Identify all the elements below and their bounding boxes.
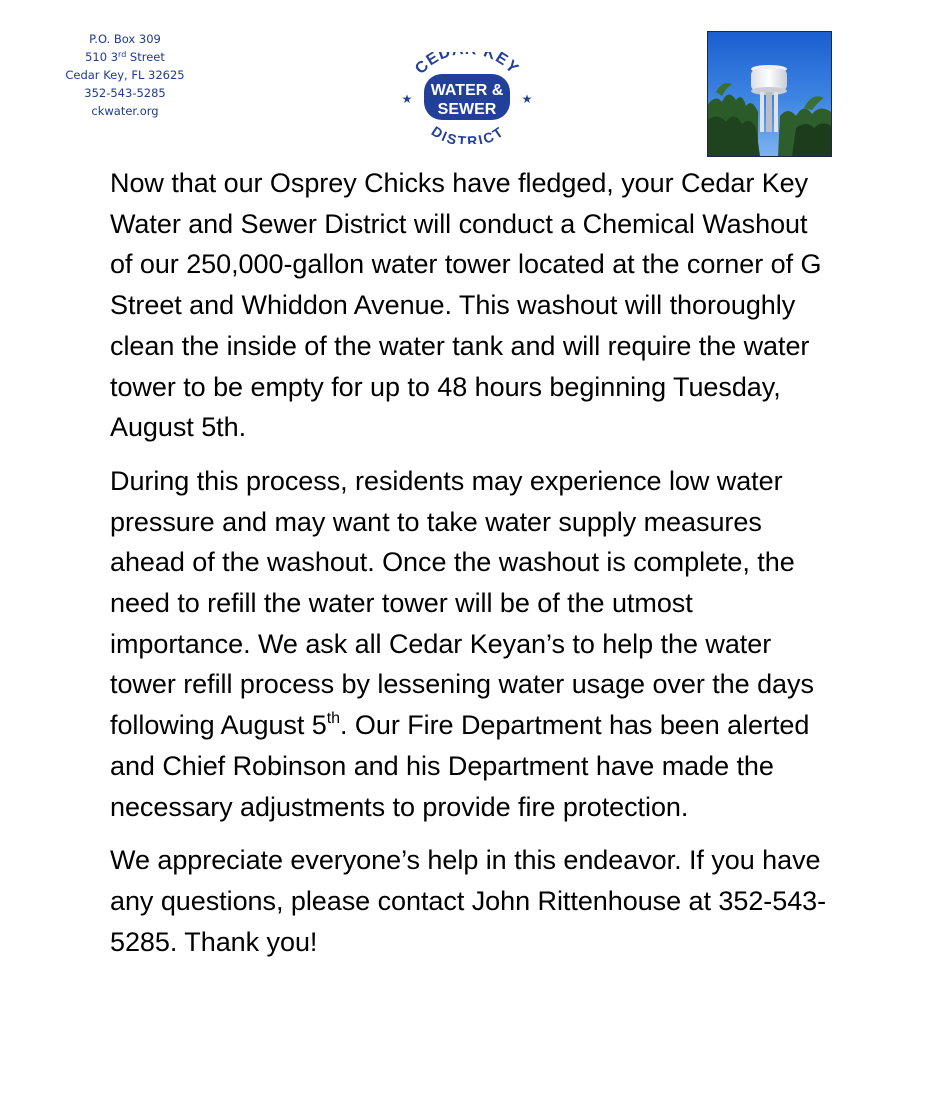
logo-line2: SEWER	[437, 101, 497, 118]
po-box: P.O. Box 309	[89, 32, 161, 46]
district-logo	[394, 52, 540, 144]
street-address: 510 3rd Street	[85, 50, 165, 64]
logo-top-text: CED KEY	[412, 52, 522, 78]
city-state-zip: Cedar Key, FL 32625	[65, 68, 185, 82]
phone-number: 352-543-5285	[84, 86, 166, 100]
star-left-icon: ★	[401, 92, 413, 106]
logo-bottom-text: DISTRICT	[428, 122, 508, 144]
star-right-icon: ★	[521, 92, 533, 106]
paragraph-contact: We appreciate everyone’s help in this endeavor. If you have any questions, please contact John Rittenhouse at 352-543-5285. Thank you!	[110, 845, 827, 957]
notice-body	[110, 163, 830, 975]
paragraph-washout-notice: Now that our Osprey Chicks have fledged, your Cedar Key Water and Sewer District will conduct a Chemical Washout of our 250,000-gallon water tower located at the corner of G Street and Whiddon Avenue. This washout will thoroughly clean the inside of the water tank and will require the water tower to be empty for up to 48 hours beginning Tuesday, August 5th.	[110, 168, 822, 443]
paragraph-process-details: During this process, residents may experience low water pressure and may want to take water supply measures ahead of the washout. Once the washout is complete, the need to refill the water tower will be of the utmost importance. We ask all Cedar Keyan’s to help the water tower refill process by lessening water usage over the days following August 5th. Our Fire Department has been alerted and Chief Robinson and his Department have made the necessary adjustments to provide fire protection.	[110, 465, 814, 822]
water-tower-photo	[707, 31, 832, 157]
website: ckwater.org	[91, 104, 159, 118]
address-block	[52, 30, 198, 120]
logo-line1: WATER &	[430, 82, 504, 99]
